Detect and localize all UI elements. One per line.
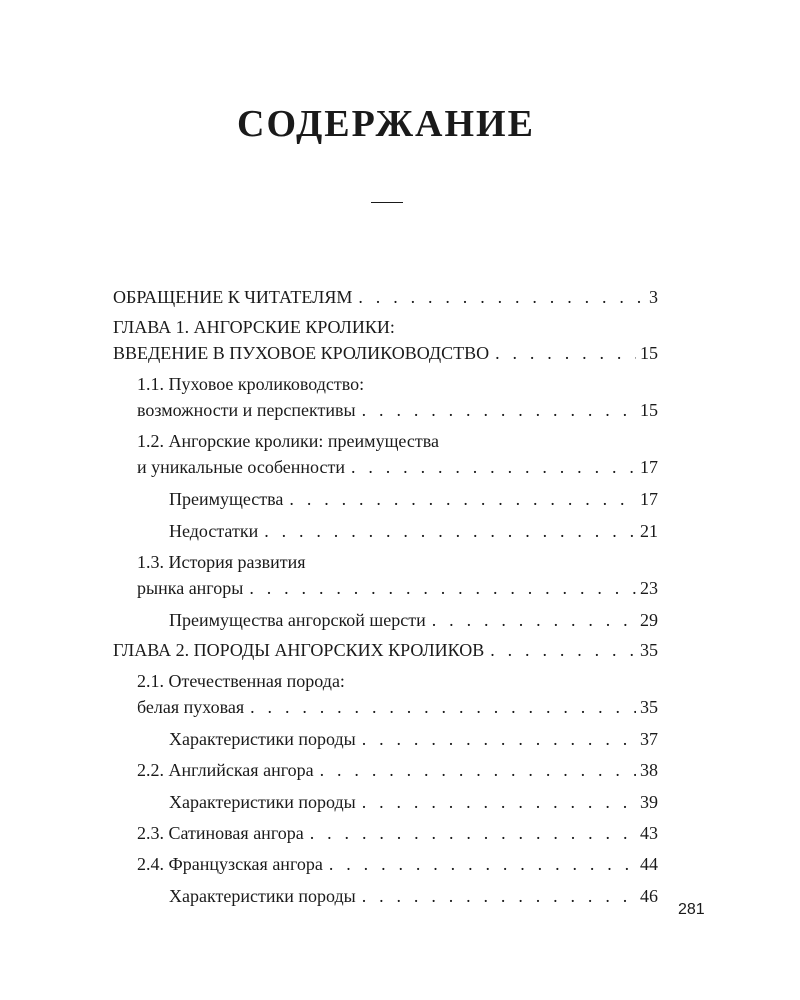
toc-entry-page: 43 [640,823,658,843]
dot-leader [243,575,636,601]
toc-entry-page: 35 [640,697,658,717]
toc-entry-title: Преимущества ангорской шерсти [169,610,426,630]
dot-leader [323,851,636,877]
toc-entry-title: Характеристики породы [169,729,356,749]
toc-entry-title-line1: ГЛАВА 1. АНГОРСКИЕ КРОЛИКИ: [113,317,395,337]
toc-entry-page: 29 [640,610,658,630]
toc-entry-title: 2.4. Французская ангора [137,854,323,874]
toc-entry-title: и уникальные особенности [137,457,345,477]
toc-entry-title: 2.3. Сатиновая ангора [137,823,304,843]
title-divider [371,202,403,203]
table-of-contents [113,284,658,909]
toc-entry-chapter[interactable] [113,314,658,366]
dot-leader [356,789,636,815]
toc-entry-section[interactable] [113,757,658,783]
dot-leader [258,518,636,544]
toc-entry-section[interactable] [113,820,658,846]
toc-entry-title: возможности и перспективы [137,400,356,420]
toc-entry-page: 17 [640,489,658,509]
toc-entry-title: Характеристики породы [169,792,356,812]
toc-entry-title-line1: 1.1. Пуховое кролиководство: [137,374,365,394]
dot-leader [356,397,636,423]
toc-entry-subsection[interactable] [113,518,658,544]
toc-entry-page: 35 [640,640,658,660]
toc-entry-page: 39 [640,792,658,812]
toc-entry-section[interactable] [113,668,658,720]
page-number: 281 [678,901,705,918]
toc-entry-page: 3 [649,287,658,307]
toc-entry-subsection[interactable] [113,789,658,815]
toc-entry-chapter[interactable] [113,284,658,310]
toc-entry-subsection[interactable] [113,726,658,752]
toc-entry-title: ОБРАЩЕНИЕ К ЧИТАТЕЛЯМ [113,287,353,307]
page-title: СОДЕРЖАНИЕ [237,103,535,145]
toc-entry-title: ГЛАВА 2. ПОРОДЫ АНГОРСКИХ КРОЛИКОВ [113,640,485,660]
toc-entry-title-line1: 1.3. История развития [137,552,306,572]
toc-entry-title: ВВЕДЕНИЕ В ПУХОВОЕ КРОЛИКОВОДСТВО [113,343,490,363]
toc-entry-title: рынка ангоры [137,578,244,598]
toc-entry-title: Характеристики породы [169,886,356,906]
toc-entry-page: 17 [640,457,658,477]
dot-leader [426,607,636,633]
toc-entry-page: 44 [640,854,658,874]
toc-entry-page: 46 [640,886,658,906]
toc-entry-page: 21 [640,521,658,541]
toc-entry-chapter[interactable] [113,637,658,663]
toc-entry-page: 37 [640,729,658,749]
dot-leader [484,637,636,663]
toc-entry-page: 15 [640,400,658,420]
toc-entry-subsection[interactable] [113,883,658,909]
toc-entry-title-line1: 1.2. Ангорские кролики: преимущества [137,431,439,451]
toc-entry-title: Недостатки [169,521,259,541]
dot-leader [304,820,636,846]
toc-entry-title: 2.2. Английская ангора [137,760,314,780]
dot-leader [356,726,636,752]
toc-entry-title: белая пуховая [137,697,245,717]
toc-entry-section[interactable] [113,428,658,480]
dot-leader [314,757,636,783]
dot-leader [489,340,636,366]
toc-entry-subsection[interactable] [113,607,658,633]
toc-entry-section[interactable] [113,851,658,877]
toc-entry-section[interactable] [113,371,658,423]
toc-entry-title-line1: 2.1. Отечественная порода: [137,671,345,691]
dot-leader [244,694,636,720]
toc-entry-page: 15 [640,343,658,363]
toc-entry-subsection[interactable] [113,486,658,512]
dot-leader [352,284,645,310]
toc-entry-page: 23 [640,578,658,598]
toc-entry-section[interactable] [113,549,658,601]
dot-leader [283,486,636,512]
dot-leader [345,454,636,480]
toc-entry-page: 38 [640,760,658,780]
toc-entry-title: Преимущества [169,489,284,509]
dot-leader [356,883,636,909]
